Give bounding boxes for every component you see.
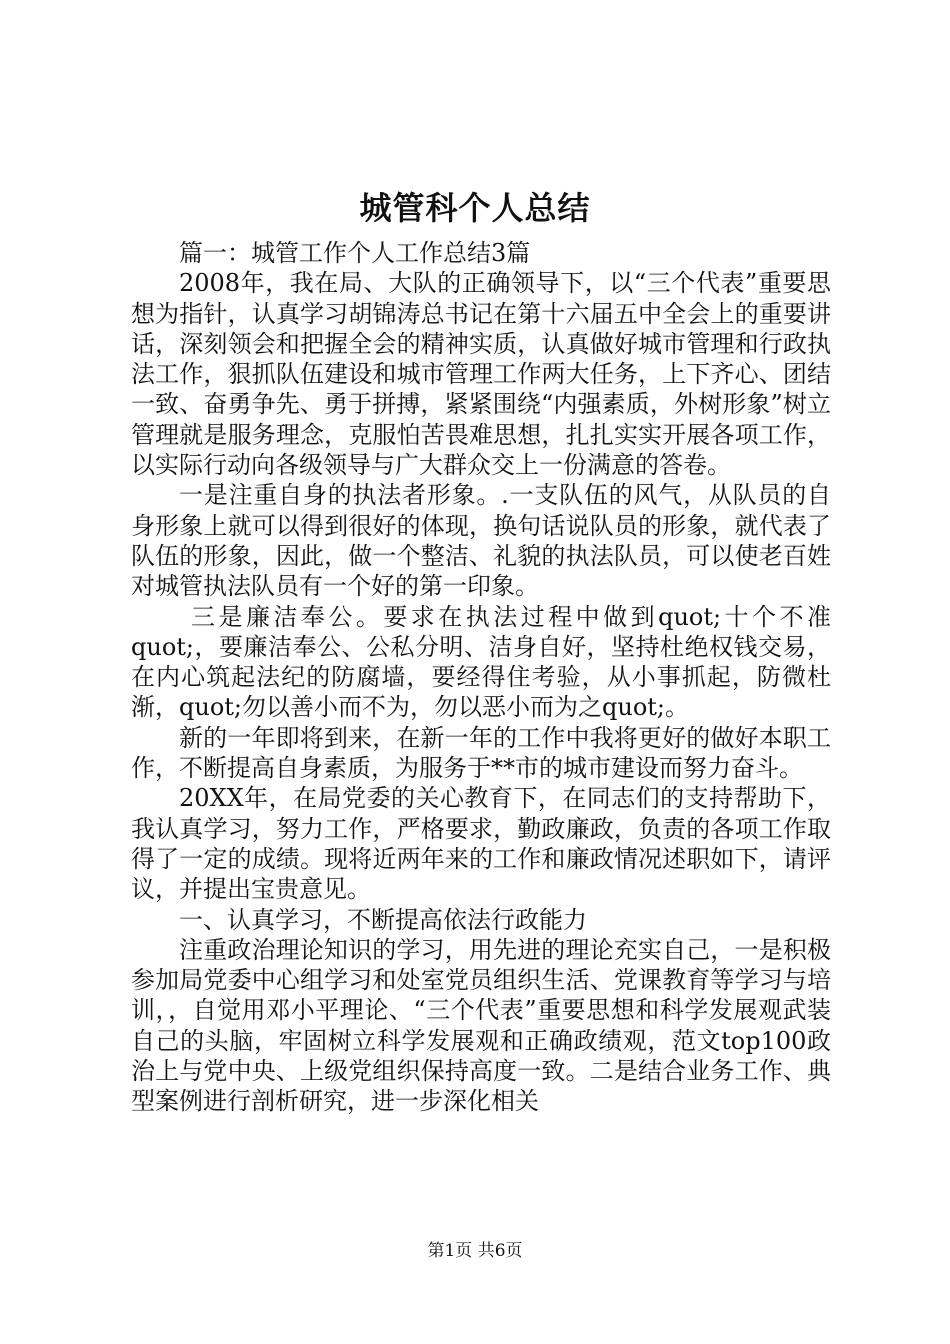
section-heading: 篇一：城管工作个人工作总结3篇 [179,239,531,267]
section-subheading: 一、认真学习，不断提高依法行政能力 [179,905,587,934]
body-paragraph: 一是注重自身的执法者形象。.一支队伍的风气，从队员的自身形象上就可以得到很好的体现，换句话说队员的形象，就代表了队伍的形象，因此，做一个整洁、礼貌的执法队员，可以使老百姓对城管执法队员有一个好的第一印象。 [131,481,831,601]
page-number-footer: 第1页 共6页 [427,1241,523,1261]
body-paragraph: 20XX年，在局党委的关心教育下，在同志们的支持帮助下，我认真学习，努力工作，严格要求，勤政廉政，负责的各项工作取得了一定的成绩。现将近两年来的工作和廉政情况述职如下，请评议，并提出宝贵意见。 [131,784,831,904]
body-paragraph: 三是廉洁奉公。要求在执法过程中做到quot;十个不准quot;，要廉洁奉公、公私分明、洁身自好，坚持杜绝权钱交易，在内心筑起法纪的防腐墙，要经得住考验，从小事抓起，防微杜渐，quot;勿以善小而不为，勿以恶小而为之quot;。 [131,602,831,722]
body-paragraph: 注重政治理论知识的学习，用先进的理论充实自己，一是积极参加局党委中心组学习和处室党员组织生活、党课教育等学习与培训，，自觉用邓小平理论、“三个代表”重要思想和科学发展观武装自己的头脑，牢固树立科学发展观和正确政绩观，范文top100政治上与党中央、上级党组织保持高度一致。二是结合业务工作、典型案例进行剖析研究，进一步深化相关 [131,935,831,1116]
body-paragraph: 2008年，我在局、大队的正确领导下，以“三个代表”重要思想为指针，认真学习胡锦涛总书记在第十六届五中全会上的重要讲话，深刻领会和把握全会的精神实质，认真做好城市管理和行政执法工作，狠抓队伍建设和城市管理工作两大任务，上下齐心、团结一致、奋勇争先、勇于拼搏，紧紧围绕“内强素质，外树形象”树立管理就是服务理念，克服怕苦畏难思想，扎扎实实开展各项工作，以实际行动向各级领导与广大群众交上一份满意的答卷。 [131,269,831,480]
body-paragraph: 新的一年即将到来，在新一年的工作中我将更好的做好本职工作，不断提高自身素质，为服务于**市的城市建设而努力奋斗。 [131,723,831,783]
document-title: 城管科个人总结 [359,189,591,227]
document-body [131,238,831,1117]
